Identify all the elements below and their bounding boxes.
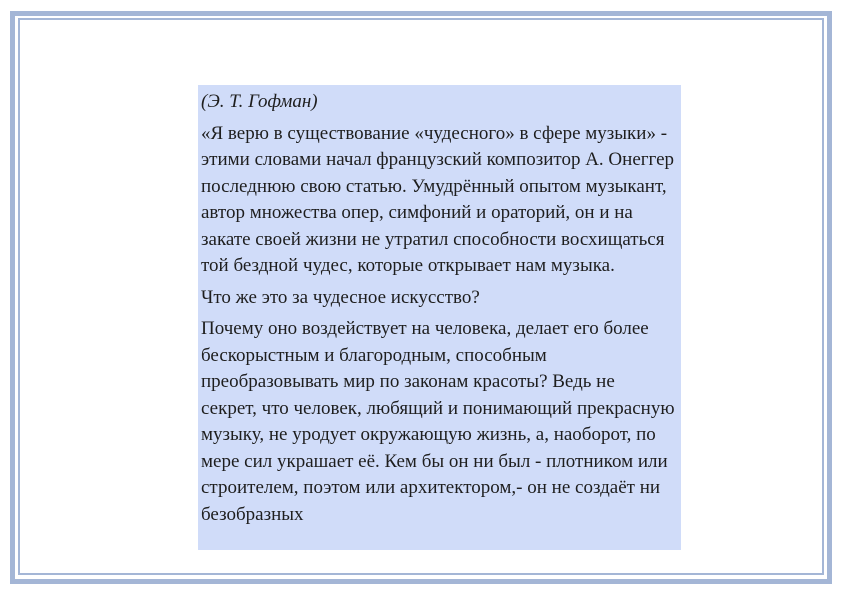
paragraph-question: Что же это за чудесное искусство? <box>201 286 480 308</box>
quote-text-block <box>198 85 681 550</box>
author-attribution: (Э. Т. Гофман) <box>201 91 318 112</box>
paragraph-music-influence: Почему оно воздействует на человека, делает его более бескорыстным и благородным, способным преобразовывать мир по законам красоты? Ведь не секрет, что человек, любящий и понимающий прекрасную музыку, не уродует окружающую жизнь, а, наоборот, по мере сил украшает её. Кем бы он ни был - плотником или строителем, поэтом или архитектором,- он не создаёт ни безобразных <box>201 318 675 525</box>
paragraph-honegger-quote: «Я верю в существование «чудесного» в сфере музыки» - этими словами начал французский композитор А. Онеггер последнюю свою статью. Умудрённый опытом музыкант, автор множества опер, симфоний и ораторий, он и на закате своей жизни не утратил способности восхищаться той бездной чудес, которые открывает нам музыка. <box>201 122 675 276</box>
